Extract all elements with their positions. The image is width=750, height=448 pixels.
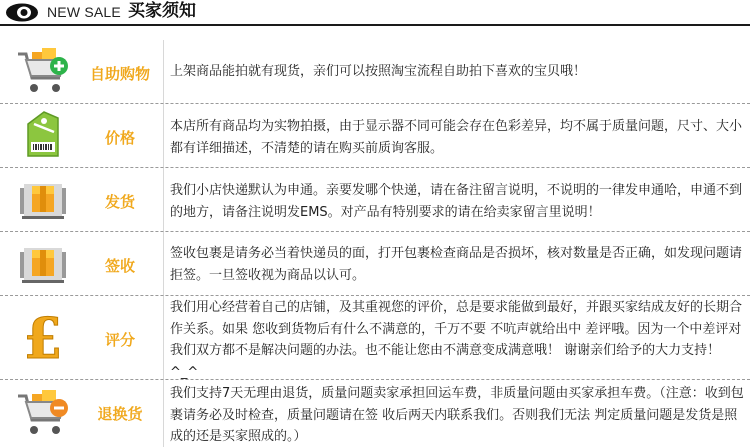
package-cart-icon [14,240,72,292]
eye-logo-icon [5,3,39,22]
row-text: 我们用心经营着自己的店铺，及其重视您的评价，总是要求能做到最好，并跟买家结成友好的长期合作关系。如果 您收到货物后有什么不满意的，千万不要 不吭声就给出中 差评哦。因为一个中差评对我们双方都不是解决问题的办法。也不能让您由不满意变成满意哦！ 谢谢亲们给予的大力支持！^_^ [170,300,743,380]
row-label: 退换货 [97,405,143,423]
row-label: 发货 [104,193,135,211]
svg-text:£: £ [23,310,63,362]
notice-row-price [0,104,750,168]
cart-remove-icon [14,388,72,440]
brand-text: NEW SALE [47,4,121,20]
pound-icon [14,310,72,362]
row-text: 签收包裹是请务必当着快递员的面，打开包裹检查商品是否损坏，核对数量是否正确，如发现问题请拒签。一旦签收视为商品以认可。 [170,246,743,283]
notice-row-rating [0,296,750,380]
notice-row-sign-for [0,232,750,296]
row-text: 我们小店快递默认为申通。亲要发哪个快递，请在备注留言说明，不说明的一律发申通哈，申通不到的地方，请备注说明发EMS。对产品有特别要求的请在给卖家留言里说明！ [170,183,743,220]
notice-row-self-service [0,40,750,104]
row-label: 评分 [104,331,135,349]
header-rule [0,24,750,26]
row-text: 我们支持7天无理由退货，质量问题卖家承担回运车费，非质量问题由买家承担车费。（注意：收到包裹请务必及时检查，质量问题请在签 收后两天内联系我们。否则我们无法 判定质量问题是发货是照成的还是买家照成的。） [170,386,744,444]
row-text: 本店所有商品均为实物拍摄，由于显示器不同可能会存在色彩差异，均不属于质量问题，尺寸、大小都有详细描述，不清楚的请在购买前质询客服。 [170,119,743,156]
page-title: 买家须知 [128,1,196,21]
row-label: 签收 [104,257,135,275]
header [0,0,750,26]
row-label: 价格 [104,129,135,147]
row-label: 自助购物 [89,65,150,83]
cart-add-icon [14,46,72,98]
package-cart-icon [14,176,72,228]
notice-row-returns [0,380,750,447]
row-text: 上架商品能拍就有现货，亲们可以按照淘宝流程自助拍下喜欢的宝贝哦！ [170,64,587,79]
notice-row-shipping [0,168,750,232]
price-tag-icon [14,110,72,162]
